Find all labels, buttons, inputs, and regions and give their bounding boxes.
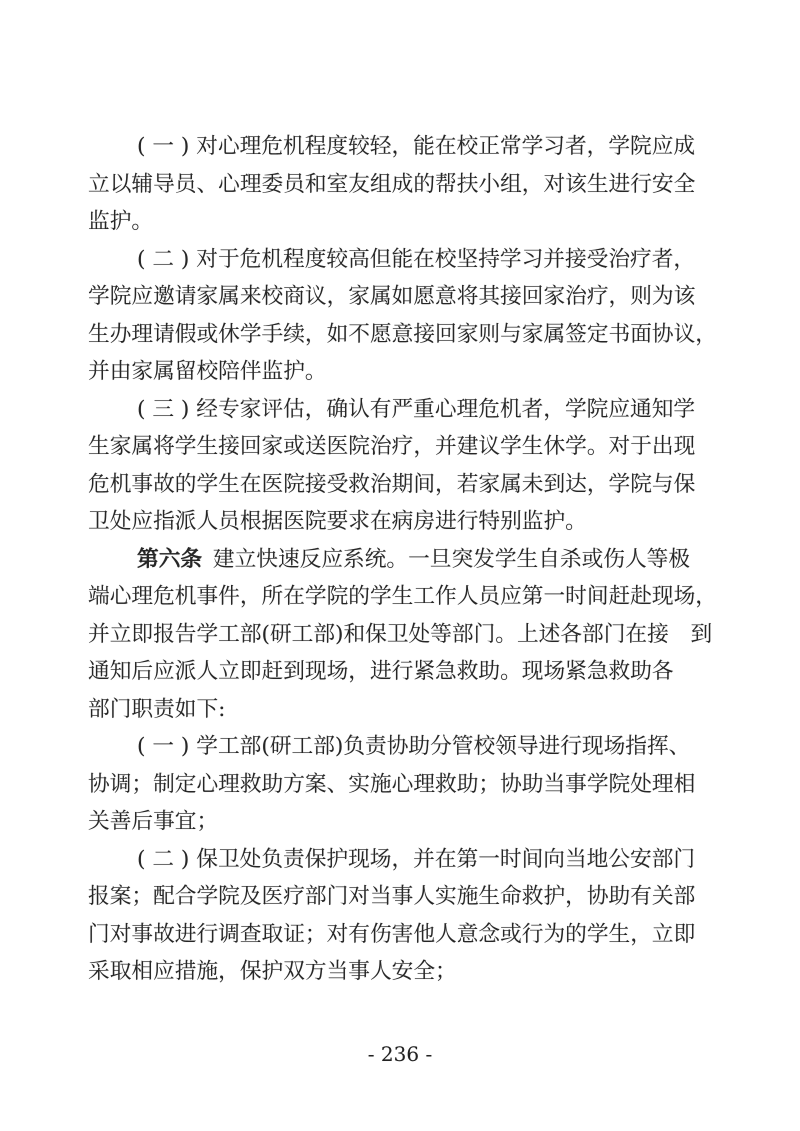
- page-number: - 236 -: [367, 1042, 433, 1066]
- text-line: ( 三 ) 经专家评估，确认有严重心理危机者，学院应通知学: [137, 396, 696, 422]
- text-line: 并由家属留校陪伴监护。: [88, 359, 327, 384]
- paragraph: [88, 128, 728, 241]
- paragraph: [88, 241, 728, 391]
- text-line: 危机事故的学生在医院接受救治期间，若家属未到达，学院与保: [88, 471, 696, 497]
- paragraph: [88, 391, 728, 541]
- text-line: 协调；制定心理救助方案、实施心理救助；协助当事学院处理相: [88, 771, 696, 797]
- text-line: ( 二 ) 对于危机程度较高但能在校坚持学习并接受治疗者，: [137, 246, 696, 272]
- text-line: 门对事故进行调查取证；对有伤害他人意念或行为的学生，立即: [88, 921, 696, 947]
- text-line: 卫处应指派人员根据医院要求在病房进行特别监护。: [88, 509, 587, 534]
- text-line: ( 一 ) 对心理危机程度较轻，能在校正常学习者，学院应成: [137, 134, 696, 159]
- paragraph: [88, 541, 728, 729]
- text-line: 生家属将学生接回家或送医院治疗，并建议学生休学。对于出现: [88, 434, 696, 459]
- text-line: 部门职责如下:: [88, 696, 226, 722]
- text-line: 报案；配合学院及医疗部门对当事人实施生命救护，协助有关部: [88, 884, 696, 909]
- text-line: 立以辅导员、心理委员和室友组成的帮扶小组，对该生进行安全: [88, 171, 696, 197]
- text-line: 并立即报告学工部(研工部)和保卫处等部门。上述各部门在接 到: [88, 621, 713, 647]
- text-line: ( 一 ) 学工部(研工部)负责协助分管校领导进行现场指挥、: [137, 734, 691, 759]
- document-body: [88, 128, 728, 991]
- text-line: 监护。: [88, 209, 154, 234]
- paragraph: [88, 841, 728, 991]
- text-line: 关善后事宜；: [88, 809, 219, 834]
- bold-lead: 第六条: [137, 546, 203, 572]
- text-line: 生办理请假或休学手续，如不愿意接回家则与家属签定书面协议，: [88, 321, 717, 347]
- text-line: 端心理危机事件，所在学院的学生工作人员应第一时间赶赴现场，: [88, 584, 717, 609]
- text-line: 学院应邀请家属来校商议，家属如愿意将其接回家治疗，则为该: [88, 284, 696, 309]
- paragraph: [88, 728, 728, 841]
- text-line: 通知后应派人立即赶到现场，进行紧急救助。现场紧急救助各: [88, 659, 674, 684]
- text-line: ( 二 ) 保卫处负责保护现场，并在第一时间向当地公安部门: [137, 846, 696, 872]
- text-line: 采取相应措施，保护双方当事人安全；: [88, 959, 457, 984]
- text-line: 第六条 建立快速反应系统。一旦突发学生自杀或伤人等极: [137, 546, 691, 572]
